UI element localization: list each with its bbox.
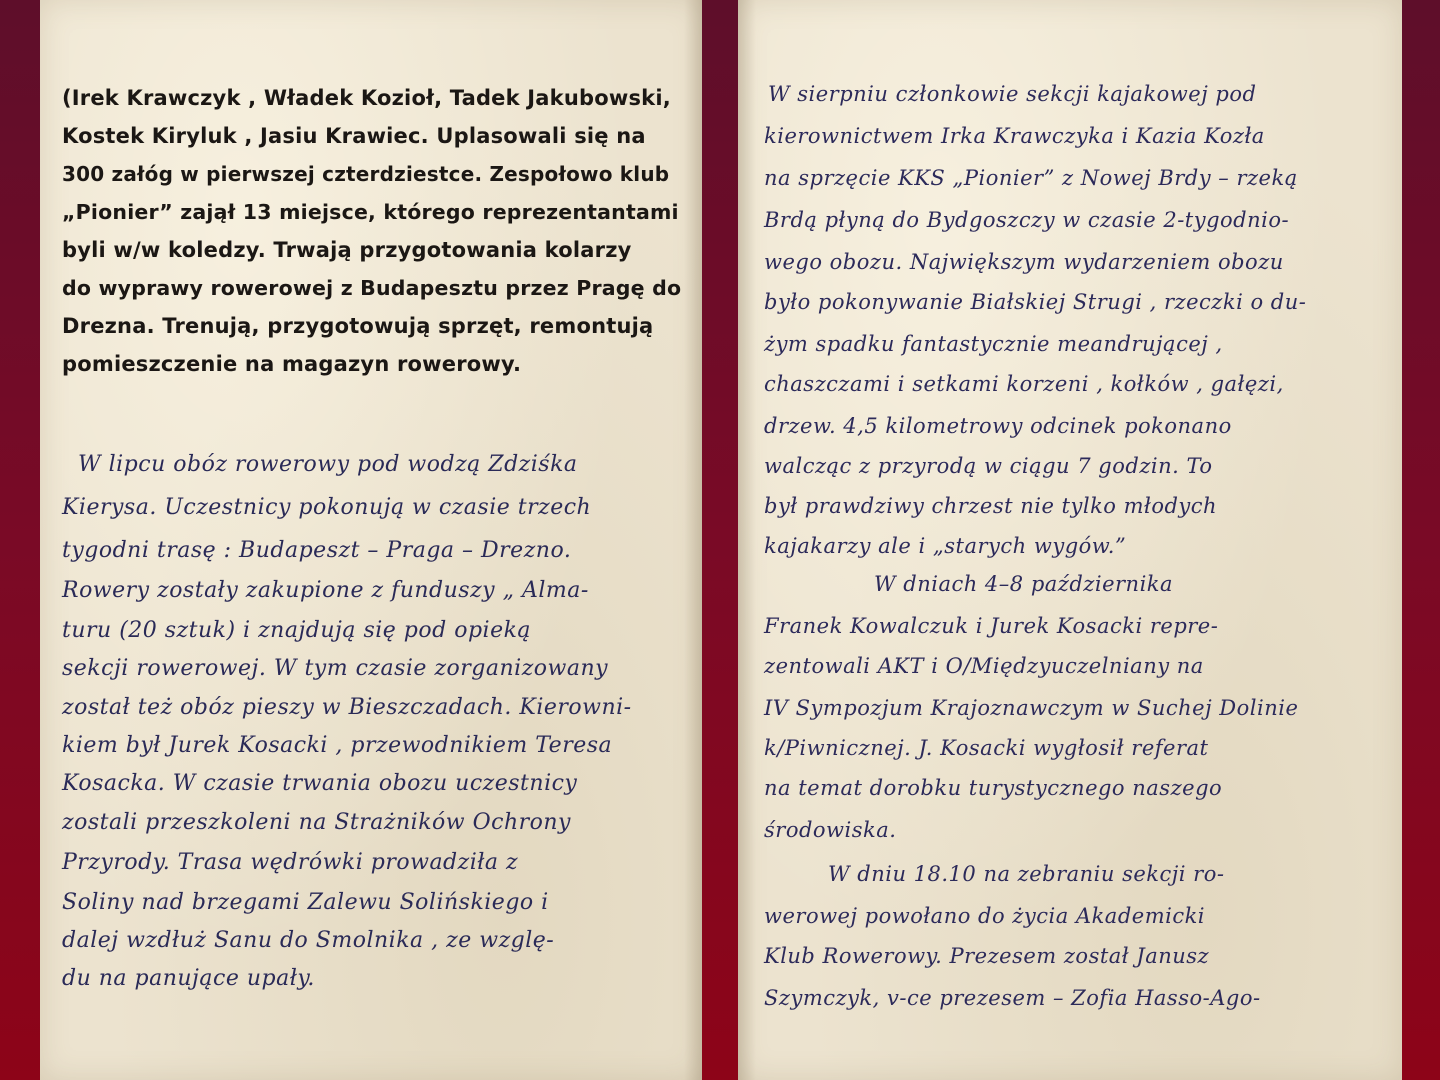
left-blue-line: W lipcu obóz rowerowy pod wodzą Zdziśka [78,452,578,477]
left-black-line: Drezna. Trenują, przygotowują sprzęt, remontują [62,314,654,338]
left-page [40,0,702,1080]
right-line: werowej powołano do życia Akademicki [764,904,1206,928]
right-line: był prawdziwy chrzest nie tylko młodych [764,494,1218,518]
right-line: W sierpniu członkowie sekcji kajakowej pod [768,82,1257,106]
right-line: Klub Rowerowy. Prezesem został Janusz [764,944,1210,968]
left-blue-line: kiem był Jurek Kosacki , przewodnikiem Teresa [62,733,613,758]
right-line: Brdą płyną do Bydgoszczy w czasie 2-tygodnio- [764,208,1290,232]
right-line: Szymczyk, v-ce prezesem – Zofia Hasso-Ago- [764,986,1261,1010]
left-blue-line: sekcji rowerowej. W tym czasie zorganizowany [62,656,609,681]
left-blue-line: dalej wzdłuż Sanu do Smolnika , ze wzglę- [62,928,555,953]
right-line: było pokonywanie Białskiej Strugi , rzeczki o du- [764,290,1307,314]
right-page-gutter-shadow [738,0,756,1080]
left-black-line: „Pionier” zajął 13 miejsce, którego reprezentantami [62,200,679,224]
right-line: kajakarzy ale i „starych wygów.” [764,534,1127,558]
right-line: środowiska. [764,818,897,842]
right-page [738,0,1402,1080]
left-blue-line: Kosacka. W czasie trwania obozu uczestnicy [62,771,578,796]
right-line: drzew. 4,5 kilometrowy odcinek pokonano [764,414,1232,438]
right-line: kierownictwem Irka Krawczyka i Kazia Kozła [764,124,1265,148]
left-black-line: 300 załóg w pierwszej czterdziestce. Zespołowo klub [62,162,670,186]
right-line: na temat dorobku turystycznego naszego [764,776,1223,800]
left-blue-line: tygodni trasę : Budapeszt – Praga – Drezno. [62,538,572,563]
right-line: chaszczami i setkami korzeni , kołków , gałęzi, [764,372,1284,396]
right-line: żym spadku fantastycznie meandrującej , [764,332,1223,356]
right-line: W dniach 4–8 października [874,572,1174,596]
left-page-gutter-shadow [684,0,702,1080]
right-line: k/Piwnicznej. J. Kosacki wygłosił referat [764,736,1209,760]
left-blue-line: Rowery zostały zakupione z funduszy „ Alma- [62,578,589,603]
left-blue-line: Przyrody. Trasa wędrówki prowadziła z [62,850,519,875]
right-line: wego obozu. Największym wydarzeniem obozu [764,250,1284,274]
left-blue-line: zostali przeszkoleni na Strażników Ochrony [62,810,571,835]
left-blue-line: został też obóz pieszy w Bieszczadach. Kierowni- [62,695,632,720]
right-line: walcząc z przyrodą w ciągu 7 godzin. To [764,454,1213,478]
left-blue-line: Kierysa. Uczestnicy pokonują w czasie trzech [62,495,592,520]
left-blue-line: Soliny nad brzegami Zalewu Solińskiego i [62,890,549,915]
left-black-line: do wyprawy rowerowej z Budapesztu przez Pragę do [62,276,682,300]
right-line: IV Sympozjum Krajoznawczym w Suchej Dolinie [764,696,1299,720]
right-line: zentowali AKT i O/Międzyuczelniany na [764,654,1204,678]
right-line: na sprzęcie KKS „Pionier” z Nowej Brdy – rzeką [764,166,1298,190]
right-line: W dniu 18.10 na zebraniu sekcji ro- [828,862,1225,886]
left-blue-line: du na panujące upały. [62,966,315,991]
right-line: Franek Kowalczuk i Jurek Kosacki repre- [764,614,1219,638]
left-blue-line: turu (20 sztuk) i znajdują się pod opieką [62,618,532,643]
left-black-line: byli w/w koledzy. Trwają przygotowania kolarzy [62,238,632,262]
left-black-line: Kostek Kiryluk , Jasiu Krawiec. Uplasowali się na [62,124,646,148]
left-black-line: (Irek Krawczyk , Władek Kozioł, Tadek Jakubowski, [62,86,671,110]
left-black-line: pomieszczenie na magazyn rowerowy. [62,352,522,376]
